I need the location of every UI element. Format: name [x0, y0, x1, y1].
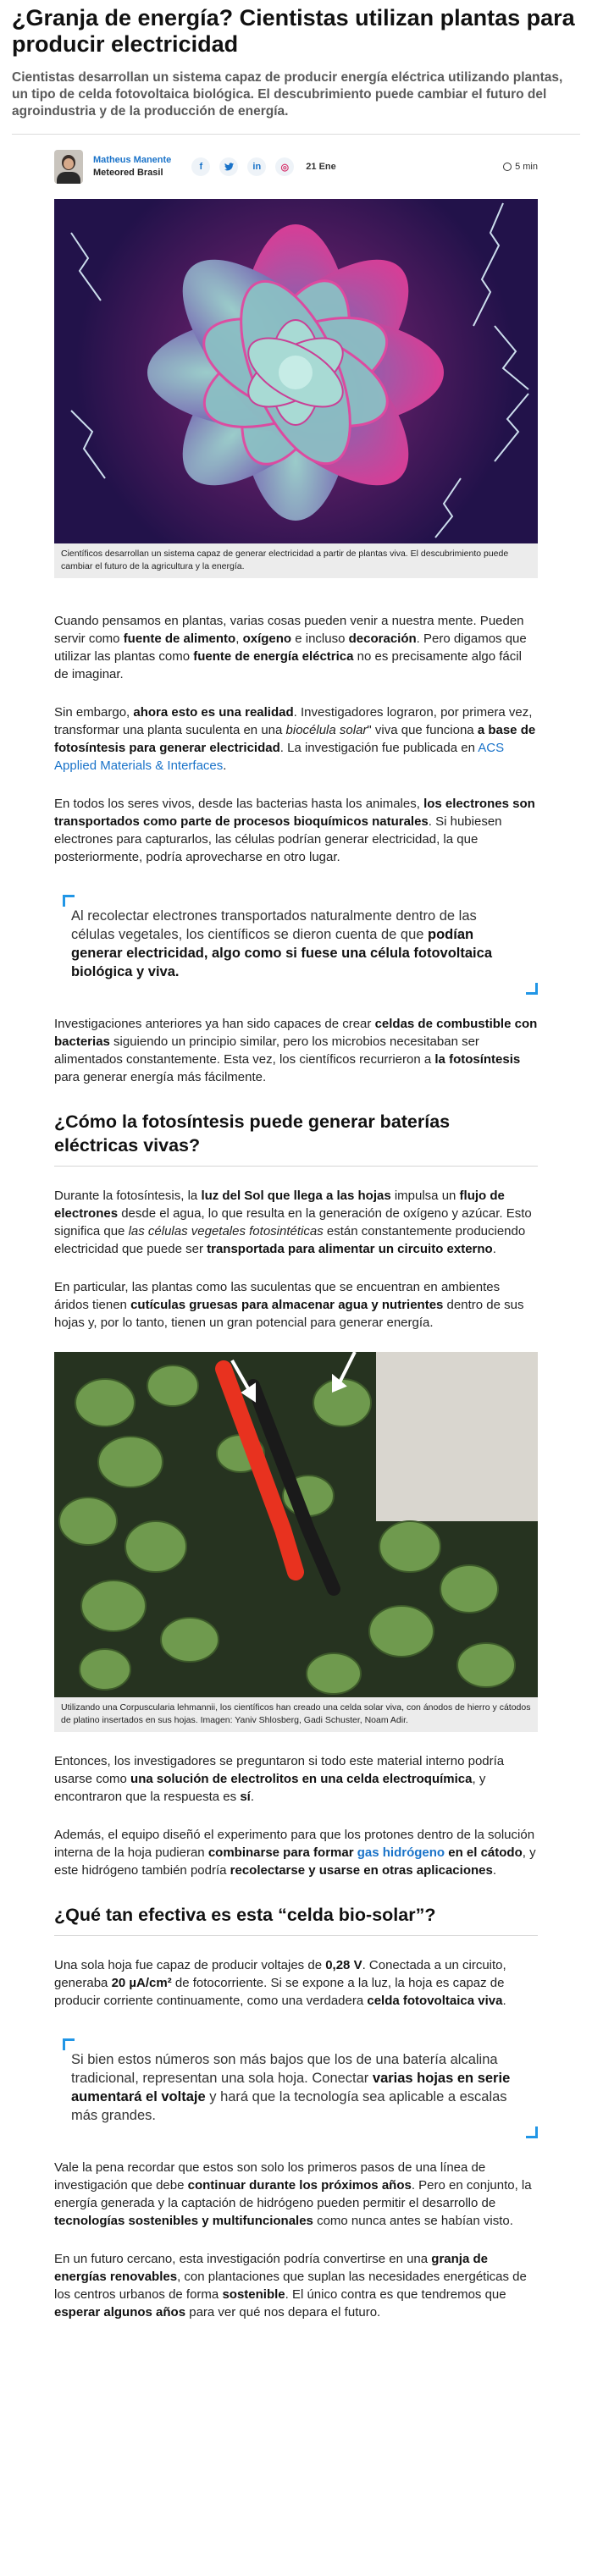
- instagram-icon[interactable]: ◎: [275, 157, 294, 176]
- paragraph: Investigaciones anteriores ya han sido capaces de crear celdas de combustible con bacterias siguiendo un principio similar, pero los microbios necesitaban ser alimentados constantemente. Esta vez, los científicos recurrieron a la fotosíntesis para generar energía más fácilmente.: [54, 1017, 538, 1084]
- read-time: [503, 162, 538, 172]
- paragraph: Una sola hoja fue capaz de producir voltajes de 0,28 V. Conectada a un circuito, generaba 20 µA/cm² de fotocorriente. Si se expone a la luz, la hoja es capaz de producir corriente continuamente, como una verdadera celda fotovoltaica viva.: [54, 1958, 506, 2008]
- article-page: [0, 5, 592, 2355]
- quote-corner: [63, 895, 75, 907]
- linkedin-icon[interactable]: in: [247, 157, 266, 176]
- pull-quote: Si bien estos números son más bajos que los de una batería alcalina tradicional, representan una sola hoja. Conectar varias hojas en serie aumentará el voltaje y hará que la tecnología sea aplicable a escalas más grandes.: [63, 2038, 538, 2138]
- electrode-plant-image[interactable]: [54, 1352, 538, 1697]
- quote-corner: [526, 2126, 538, 2138]
- paragraph: Cuando pensamos en plantas, varias cosas pueden venir a nuestra mente. Pueden servir como fuente de alimento, oxígeno e incluso decoración. Pero digamos que utilizar las plantas como fuente de energía eléctrica no es precisamente algo fácil de imaginar.: [54, 614, 527, 681]
- author-name[interactable]: Matheus Manente: [93, 155, 172, 165]
- figure-succulent: [54, 199, 538, 578]
- quote-corner: [526, 983, 538, 995]
- paragraph: En un futuro cercano, esta investigación podría convertirse en una granja de energías renovables, con plantaciones que suplan las necesidades energéticas de los centros urbanos de forma sostenible. El único contra es que tendremos que esperar algunos años para ver qué nos depara el futuro.: [54, 2252, 527, 2320]
- article-title: ¿Granja de energía? Cientistas utilizan plantas para producir electricidad: [12, 5, 575, 57]
- article-meta: [54, 148, 538, 185]
- quote-corner: [63, 2038, 75, 2050]
- read-time-label: 5 min: [515, 162, 538, 172]
- pull-quote: Al recolectar electrones transportados naturalmente dentro de las células vegetales, los científicos se dieron cuenta de que podían generar electricidad, algo como si fuese una célula fotovoltaica biológica y viva.: [63, 895, 538, 995]
- author-info: [93, 154, 171, 179]
- figure-electrodes: [54, 1352, 538, 1732]
- paragraph: Vale la pena recordar que estos son solo los primeros pasos de una línea de investigación que debe continuar durante los próximos años. Pero en conjunto, la energía generada y la captación de hidrógeno pueden permitir el desarrollo de tecnologías sostenibles y multifuncionales como nunca antes se habían visto.: [54, 2160, 532, 2228]
- acs-link[interactable]: ACS Applied Materials & Interfaces: [54, 741, 505, 773]
- facebook-icon[interactable]: f: [191, 157, 210, 176]
- article-lead: Cientistas desarrollan un sistema capaz de producir energía eléctrica utilizando plantas, un tipo de celda fotovoltaica biológica. El descubrimiento puede cambiar el futuro del agroindustria y de la producción de energía.: [12, 70, 563, 119]
- figure-caption: Científicos desarrollan un sistema capaz de generar electricidad a partir de plantas viva. El descubrimiento puede cambiar el futuro de la agricultura y la energía.: [54, 543, 538, 578]
- divider: [54, 1935, 538, 1936]
- figure-caption: Utilizando una Corpuscularia lehmannii, los científicos han creado una celda solar viva, con ánodos de hierro y cátodos de platino insertados en sus hojas. Imagen: Yaniv Shlosberg, Gadi Schuster, Noam Adir.: [54, 1697, 538, 1732]
- publish-date: 21 Ene: [306, 162, 336, 172]
- divider: [12, 134, 580, 135]
- paragraph: En todos los seres vivos, desde las bacterias hasta los animales, los electrones son transportados como parte de procesos bioquímicos naturales. Si hubiesen electrones para capturarlos, las células podrían generar electricidad, la que posteriormente, podría aprovecharse en otro lugar.: [54, 797, 535, 864]
- section-heading: ¿Qué tan efectiva es esta “celda bio-solar”?: [54, 1905, 436, 1925]
- clock-icon: [503, 163, 512, 171]
- paragraph: Además, el equipo diseñó el experimento para que los protones dentro de la solución interna de la hoja pudieran combinarse para formar gas hidrógeno en el cátodo, y este hidrógeno también podría recolectarse y usarse en otras aplicaciones.: [54, 1828, 536, 1878]
- paragraph: Durante la fotosíntesis, la luz del Sol que llega a las hojas impulsa un flujo de electrones desde el agua, lo que resulta en la generación de oxígeno y azúcar. Esto significa que las células vegetales fotosintéticas están constantemente produciendo electricidad que puede ser transportada para alimentar un circuito externo.: [54, 1189, 532, 1256]
- social-share: [191, 157, 294, 176]
- section-heading: ¿Cómo la fotosíntesis puede generar baterías eléctricas vivas?: [54, 1111, 451, 1156]
- divider: [54, 1166, 538, 1167]
- author-org: Meteored Brasil: [93, 168, 163, 178]
- article-body: [54, 612, 538, 1332]
- succulent-image[interactable]: [54, 199, 538, 543]
- paragraph: Sin embargo, ahora esto es una realidad. Investigadores lograron, por primera vez, transformar una planta suculenta en una biocélula solar" viva que funciona a base de fotosíntesis para generar electricidad. La investigación fue publicada en ACS Applied Materials & Interfaces.: [54, 705, 536, 773]
- paragraph: En particular, las plantas como las suculentas que se encuentran en ambientes áridos tienen cutículas gruesas para almacenar agua y nutrientes dentro de sus hojas y, por lo tanto, tienen un gran potencial para generar energía.: [54, 1280, 524, 1330]
- twitter-icon[interactable]: [219, 157, 238, 176]
- author-avatar[interactable]: [54, 150, 83, 184]
- article-body-continued: [54, 1752, 538, 2321]
- paragraph: Entonces, los investigadores se preguntaron si todo este material interno podría usarse como una solución de electrolitos en una celda electroquímica, y encontraron que la respuesta es sí.: [54, 1754, 505, 1804]
- hydrogen-link[interactable]: gas hidrógeno: [357, 1845, 445, 1860]
